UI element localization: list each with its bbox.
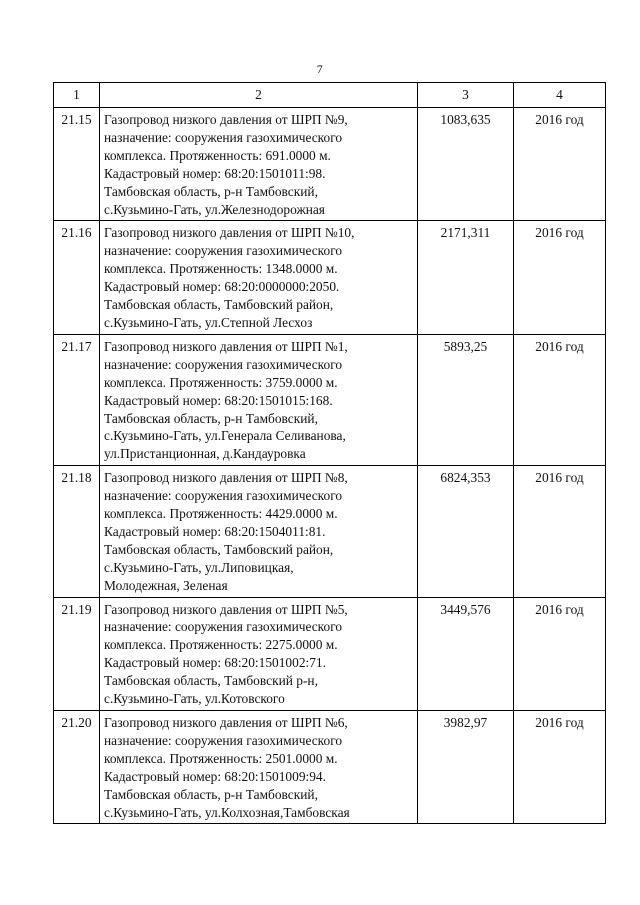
description-line: Молодежная, Зеленая [104,577,228,593]
row-number: 21.15 [54,108,100,221]
table-header-row [54,83,606,108]
column-header-3: 3 [418,83,514,108]
row-description [100,597,418,710]
row-value: 3449,576 [418,597,514,710]
description-line: назначение: сооружения газохимического [104,129,343,145]
description-line: Тамбовская область, р-н Тамбовский, [104,786,318,802]
description-line: Газопровод низкого давления от ШРП №9, [104,112,348,127]
row-value: 1083,635 [418,108,514,221]
table-row [54,108,606,221]
description-line: Газопровод низкого давления от ШРП №5, [104,601,348,617]
row-number: 21.18 [54,466,100,597]
row-description [100,221,418,334]
description-line: с.Кузьмино-Гать, ул.Колхозная,Тамбовская [104,804,350,820]
description-line: Тамбовская область, р-н Тамбовский, [104,410,318,426]
description-line: Газопровод низкого давления от ШРП №8, [104,470,348,486]
description-line: назначение: сооружения газохимического [104,356,343,372]
row-number: 21.17 [54,334,100,465]
description-line: комплекса. Протяженность: 1348.0000 м. [104,261,338,277]
row-year: 2016 год [514,108,606,221]
row-number: 21.20 [54,711,100,824]
description-line: с.Кузьмино-Гать, ул.Степной Лесхоз [104,314,313,330]
column-header-2: 2 [100,83,418,108]
description-line: с.Кузьмино-Гать, ул.Генерала Селиванова, [104,428,346,444]
table-row [54,221,606,334]
description-line: комплекса. Протяженность: 691.0000 м. [104,147,331,163]
row-number: 21.16 [54,221,100,334]
description-line: комплекса. Протяженность: 3759.0000 м. [104,374,338,390]
property-table [53,82,606,824]
description-line: Кадастровый номер: 68:20:1501011:98. [104,165,326,181]
row-description [100,711,418,824]
description-line: назначение: сооружения газохимического [104,243,343,259]
description-line: назначение: сооружения газохимического [104,488,343,504]
table-body [54,83,606,824]
description-line: Кадастровый номер: 68:20:1501009:94. [104,768,326,784]
row-year: 2016 год [514,334,606,465]
row-description [100,334,418,465]
description-line: Тамбовская область, Тамбовский р-н, [104,673,318,689]
row-year: 2016 год [514,466,606,597]
page-number: 7 [316,62,324,76]
row-value: 2171,311 [418,221,514,334]
row-value: 6824,353 [418,466,514,597]
description-line: с.Кузьмино-Гать, ул.Железнодорожная [104,201,325,217]
description-line: Тамбовская область, Тамбовский район, [104,541,334,557]
description-line: Кадастровый номер: 68:20:0000000:2050. [104,279,340,295]
row-number: 21.19 [54,597,100,710]
description-line: Кадастровый номер: 68:20:1501002:71. [104,655,326,671]
description-line: Тамбовская область, р-н Тамбовский, [104,183,318,199]
column-header-1: 1 [54,83,100,108]
description-line: с.Кузьмино-Гать, ул.Липовицкая, [104,559,294,575]
table-row [54,334,606,465]
table-row [54,711,606,824]
row-year: 2016 год [514,221,606,334]
table-row [54,597,606,710]
row-year: 2016 год [514,597,606,710]
row-year: 2016 год [514,711,606,824]
description-line: Тамбовская область, Тамбовский район, [104,297,334,313]
description-line: комплекса. Протяженность: 2275.0000 м. [104,637,338,653]
description-line: комплекса. Протяженность: 4429.0000 м. [104,506,338,522]
row-description [100,466,418,597]
description-line: Кадастровый номер: 68:20:1501015:168. [104,392,333,408]
description-line: Кадастровый номер: 68:20:1504011:81. [104,523,326,539]
description-line: назначение: сооружения газохимического [104,732,343,748]
description-line: Газопровод низкого давления от ШРП №1, [104,338,348,354]
description-line: Газопровод низкого давления от ШРП №10, [104,225,355,241]
description-line: ул.Пристанционная, д.Кандауровка [104,446,306,462]
description-line: комплекса. Протяженность: 2501.0000 м. [104,750,338,766]
description-line: Газопровод низкого давления от ШРП №6, [104,715,348,730]
description-line: с.Кузьмино-Гать, ул.Котовского [104,691,285,707]
column-header-4: 4 [514,83,606,108]
row-description [100,108,418,221]
row-value: 5893,25 [418,334,514,465]
description-line: назначение: сооружения газохимического [104,619,343,635]
table-row [54,466,606,597]
row-value: 3982,97 [418,711,514,824]
